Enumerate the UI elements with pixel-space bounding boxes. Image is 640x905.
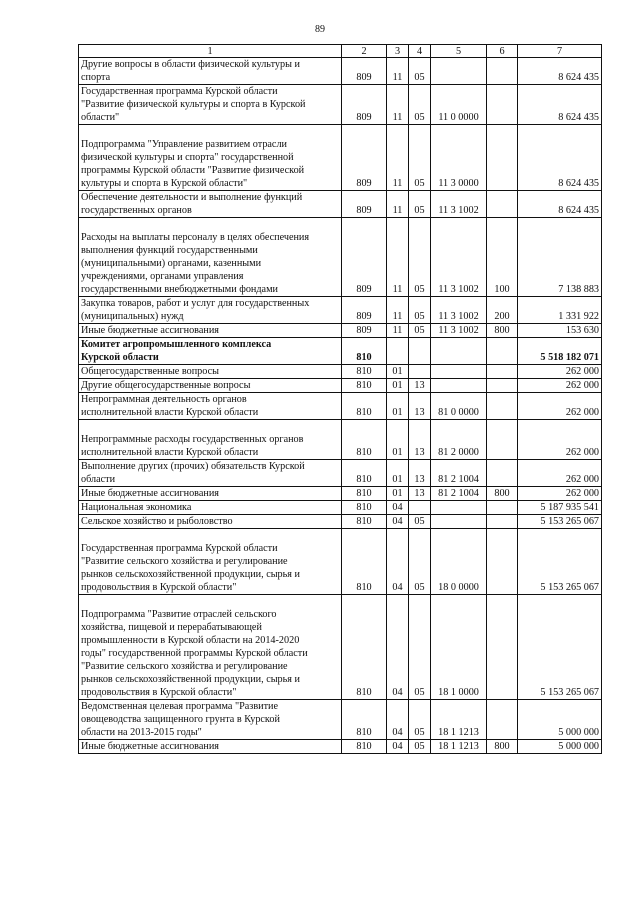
row-name-cell: Государственная программа Курской области "Развитие сельского хозяйства и регулирование рынков сельскохозяйственной продукции, сырья и продовольствия в Курской области" — [79, 529, 342, 595]
section-code-cell: 11 — [387, 297, 409, 324]
target-article-cell: 11 0 0000 — [431, 85, 487, 125]
table-row — [79, 420, 602, 460]
subsection-code-cell: 13 — [409, 379, 431, 393]
header-cell: 6 — [487, 45, 518, 58]
section-code-cell: 01 — [387, 365, 409, 379]
subsection-code-cell: 05 — [409, 191, 431, 218]
subsection-code-cell: 05 — [409, 700, 431, 740]
expense-type-cell — [487, 365, 518, 379]
amount-cell: 8 624 435 — [518, 191, 602, 218]
ministry-code-cell: 810 — [342, 365, 387, 379]
row-name-cell: Подпрограмма "Развитие отраслей сельского хозяйства, пищевой и перерабатывающей промышленности в Курской области на 2014-2020 годы" государственной программы Курской области "Развитие сельского хозяйства и регулирование рынков сельскохозяйственной продукции, сырья и продовольствия в Курской области" — [79, 595, 342, 700]
ministry-code-cell: 810 — [342, 487, 387, 501]
row-name-cell: Расходы на выплаты персоналу в целях обеспечения выполнения функций государственными (муниципальными) органами, казенными учреждениями, органами управления государственными внебюджетными фондами — [79, 218, 342, 297]
subsection-code-cell: 05 — [409, 125, 431, 191]
table-row — [79, 700, 602, 740]
table-row — [79, 487, 602, 501]
row-name-cell: Непрограммные расходы государственных органов исполнительной власти Курской области — [79, 420, 342, 460]
table-row — [79, 85, 602, 125]
ministry-code-cell: 810 — [342, 700, 387, 740]
target-article-cell: 11 3 1002 — [431, 191, 487, 218]
amount-cell: 5 153 265 067 — [518, 529, 602, 595]
subsection-code-cell: 05 — [409, 595, 431, 700]
subsection-code-cell: 05 — [409, 529, 431, 595]
subsection-code-cell: 05 — [409, 58, 431, 85]
row-name-cell: Общегосударственные вопросы — [79, 365, 342, 379]
table-row — [79, 740, 602, 754]
amount-cell: 153 630 — [518, 324, 602, 338]
target-article-cell — [431, 338, 487, 365]
amount-cell: 262 000 — [518, 420, 602, 460]
ministry-code-cell: 810 — [342, 338, 387, 365]
amount-cell: 7 138 883 — [518, 218, 602, 297]
expense-type-cell — [487, 125, 518, 191]
target-article-cell: 18 1 1213 — [431, 700, 487, 740]
ministry-code-cell: 810 — [342, 501, 387, 515]
table-row — [79, 191, 602, 218]
section-code-cell: 01 — [387, 379, 409, 393]
expense-type-cell: 800 — [487, 740, 518, 754]
ministry-code-cell: 809 — [342, 58, 387, 85]
table-row — [79, 460, 602, 487]
table-row — [79, 125, 602, 191]
target-article-cell — [431, 515, 487, 529]
row-name-cell: Национальная экономика — [79, 501, 342, 515]
section-code-cell: 04 — [387, 595, 409, 700]
target-article-cell: 18 1 1213 — [431, 740, 487, 754]
ministry-code-cell: 809 — [342, 297, 387, 324]
section-code-cell: 04 — [387, 700, 409, 740]
expense-type-cell — [487, 338, 518, 365]
table-row — [79, 338, 602, 365]
table-header-row — [79, 45, 602, 58]
section-code-cell — [387, 338, 409, 365]
expense-type-cell — [487, 515, 518, 529]
row-name-cell: Иные бюджетные ассигнования — [79, 487, 342, 501]
header-cell: 5 — [431, 45, 487, 58]
table-row — [79, 365, 602, 379]
ministry-code-cell: 810 — [342, 515, 387, 529]
section-code-cell: 01 — [387, 460, 409, 487]
ministry-code-cell: 810 — [342, 379, 387, 393]
expense-type-cell — [487, 700, 518, 740]
target-article-cell: 11 3 1002 — [431, 297, 487, 324]
amount-cell: 5 000 000 — [518, 740, 602, 754]
ministry-code-cell: 809 — [342, 125, 387, 191]
header-cell: 4 — [409, 45, 431, 58]
row-name-cell: Выполнение других (прочих) обязательств Курской области — [79, 460, 342, 487]
subsection-code-cell: 13 — [409, 487, 431, 501]
expense-type-cell — [487, 501, 518, 515]
header-cell: 3 — [387, 45, 409, 58]
subsection-code-cell: 13 — [409, 393, 431, 420]
target-article-cell: 11 3 0000 — [431, 125, 487, 191]
row-name-cell: Другие вопросы в области физической культуры и спорта — [79, 58, 342, 85]
subsection-code-cell: 05 — [409, 324, 431, 338]
table-row — [79, 58, 602, 85]
target-article-cell — [431, 379, 487, 393]
table-row — [79, 297, 602, 324]
ministry-code-cell: 810 — [342, 420, 387, 460]
header-cell: 1 — [79, 45, 342, 58]
ministry-code-cell: 810 — [342, 460, 387, 487]
row-name-cell: Иные бюджетные ассигнования — [79, 324, 342, 338]
target-article-cell — [431, 365, 487, 379]
subsection-code-cell: 05 — [409, 515, 431, 529]
section-code-cell: 04 — [387, 529, 409, 595]
table-row — [79, 595, 602, 700]
subsection-code-cell: 13 — [409, 460, 431, 487]
subsection-code-cell: 05 — [409, 218, 431, 297]
target-article-cell — [431, 501, 487, 515]
subsection-code-cell: 05 — [409, 297, 431, 324]
expense-type-cell — [487, 393, 518, 420]
target-article-cell: 18 0 0000 — [431, 529, 487, 595]
row-name-cell: Другие общегосударственные вопросы — [79, 379, 342, 393]
section-code-cell: 11 — [387, 85, 409, 125]
expense-type-cell — [487, 379, 518, 393]
ministry-code-cell: 809 — [342, 85, 387, 125]
ministry-code-cell: 810 — [342, 595, 387, 700]
expense-type-cell: 200 — [487, 297, 518, 324]
target-article-cell — [431, 58, 487, 85]
expense-type-cell: 800 — [487, 324, 518, 338]
amount-cell: 1 331 922 — [518, 297, 602, 324]
amount-cell: 5 000 000 — [518, 700, 602, 740]
amount-cell: 8 624 435 — [518, 85, 602, 125]
table-row — [79, 393, 602, 420]
section-code-cell: 11 — [387, 125, 409, 191]
ministry-code-cell: 810 — [342, 740, 387, 754]
amount-cell: 262 000 — [518, 365, 602, 379]
ministry-code-cell: 810 — [342, 529, 387, 595]
section-code-cell: 01 — [387, 487, 409, 501]
expense-type-cell — [487, 85, 518, 125]
amount-cell: 262 000 — [518, 393, 602, 420]
amount-cell: 262 000 — [518, 460, 602, 487]
row-name-cell: Подпрограмма "Управление развитием отрасли физической культуры и спорта" государственной программы Курской области "Развитие физической культуры и спорта в Курской области" — [79, 125, 342, 191]
section-code-cell: 11 — [387, 191, 409, 218]
header-cell: 7 — [518, 45, 602, 58]
section-code-cell: 04 — [387, 515, 409, 529]
amount-cell: 8 624 435 — [518, 58, 602, 85]
expense-type-cell — [487, 58, 518, 85]
expense-type-cell: 100 — [487, 218, 518, 297]
row-name-cell: Непрограммная деятельность органов исполнительной власти Курской области — [79, 393, 342, 420]
row-name-cell: Государственная программа Курской области "Развитие физической культуры и спорта в Курской области" — [79, 85, 342, 125]
subsection-code-cell: 13 — [409, 420, 431, 460]
row-name-cell: Ведомственная целевая программа "Развитие овощеводства защищенного грунта в Курской области на 2013-2015 годы" — [79, 700, 342, 740]
amount-cell: 262 000 — [518, 379, 602, 393]
section-code-cell: 11 — [387, 324, 409, 338]
row-name-cell: Закупка товаров, работ и услуг для государственных (муниципальных) нужд — [79, 297, 342, 324]
subsection-code-cell — [409, 501, 431, 515]
expense-type-cell — [487, 595, 518, 700]
target-article-cell: 11 3 1002 — [431, 218, 487, 297]
ministry-code-cell: 809 — [342, 218, 387, 297]
amount-cell: 5 518 182 071 — [518, 338, 602, 365]
section-code-cell: 01 — [387, 420, 409, 460]
ministry-code-cell: 809 — [342, 191, 387, 218]
expense-type-cell — [487, 529, 518, 595]
expense-type-cell — [487, 191, 518, 218]
target-article-cell: 81 2 1004 — [431, 460, 487, 487]
subsection-code-cell — [409, 338, 431, 365]
target-article-cell: 81 2 0000 — [431, 420, 487, 460]
expense-type-cell — [487, 460, 518, 487]
section-code-cell: 01 — [387, 393, 409, 420]
table-row — [79, 218, 602, 297]
section-code-cell: 11 — [387, 58, 409, 85]
amount-cell: 262 000 — [518, 487, 602, 501]
row-name-cell: Сельское хозяйство и рыболовство — [79, 515, 342, 529]
target-article-cell: 81 0 0000 — [431, 393, 487, 420]
expense-type-cell — [487, 420, 518, 460]
amount-cell: 8 624 435 — [518, 125, 602, 191]
table-row — [79, 529, 602, 595]
target-article-cell: 11 3 1002 — [431, 324, 487, 338]
section-code-cell: 11 — [387, 218, 409, 297]
ministry-code-cell: 810 — [342, 393, 387, 420]
row-name-cell: Обеспечение деятельности и выполнение функций государственных органов — [79, 191, 342, 218]
budget-table — [78, 44, 602, 754]
subsection-code-cell — [409, 365, 431, 379]
expense-type-cell: 800 — [487, 487, 518, 501]
section-code-cell: 04 — [387, 740, 409, 754]
table-row — [79, 515, 602, 529]
row-name-cell: Комитет агропромышленного комплекса Курской области — [79, 338, 342, 365]
subsection-code-cell: 05 — [409, 85, 431, 125]
header-cell: 2 — [342, 45, 387, 58]
subsection-code-cell: 05 — [409, 740, 431, 754]
amount-cell: 5 187 935 541 — [518, 501, 602, 515]
page-number: 89 — [315, 24, 325, 35]
section-code-cell: 04 — [387, 501, 409, 515]
amount-cell: 5 153 265 067 — [518, 595, 602, 700]
table-row — [79, 379, 602, 393]
ministry-code-cell: 809 — [342, 324, 387, 338]
row-name-cell: Иные бюджетные ассигнования — [79, 740, 342, 754]
table-row — [79, 501, 602, 515]
amount-cell: 5 153 265 067 — [518, 515, 602, 529]
table-row — [79, 324, 602, 338]
target-article-cell: 18 1 0000 — [431, 595, 487, 700]
target-article-cell: 81 2 1004 — [431, 487, 487, 501]
